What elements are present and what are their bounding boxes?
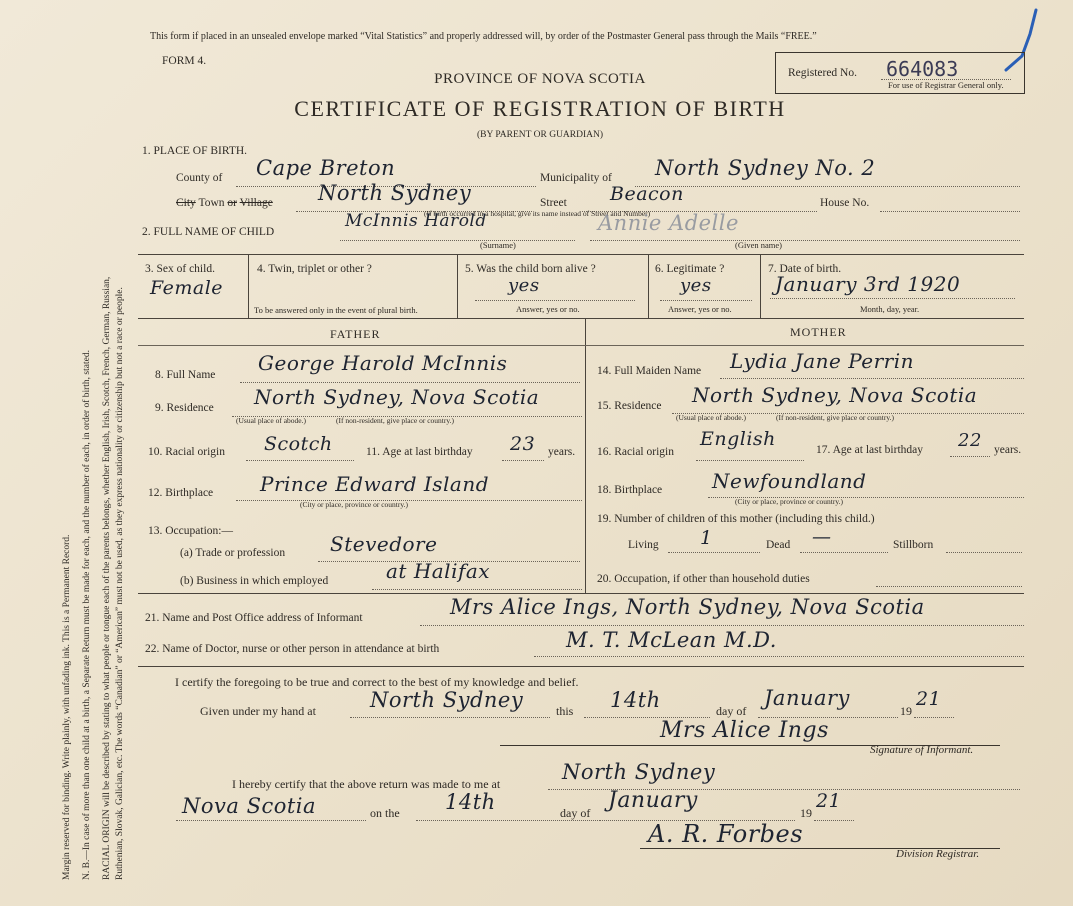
mother-birth: Newfoundland (712, 469, 867, 493)
year-prefix: 19 (900, 704, 912, 718)
informant-signature: Mrs Alice Ings (660, 718, 829, 743)
province-heading: PROVINCE OF NOVA SCOTIA (434, 71, 646, 87)
date-label: 7. Date of birth. (768, 263, 842, 275)
doctor-label: 22. Name of Doctor, nurse or other person in attendance at birth (145, 643, 440, 655)
father-race-label: 10. Racial origin (148, 446, 225, 458)
street-label: Street (540, 197, 567, 209)
father-occ-label: 13. Occupation:— (148, 525, 233, 537)
father-name-label: 8. Full Name (155, 369, 216, 381)
father-biz-label: (b) Business in which employed (180, 575, 329, 587)
town-label: Town (198, 197, 225, 209)
registrar-day: 14th (445, 790, 496, 814)
given-place: North Sydney (370, 688, 524, 712)
registered-box (775, 52, 1025, 94)
date-value: January 3rd 1920 (775, 272, 961, 296)
city-label: City (176, 197, 196, 209)
legit-label: 6. Legitimate ? (655, 263, 725, 275)
doctor-value: M. T. McLean M.D. (566, 628, 777, 652)
father-birth-note: (City or place, province or country.) (300, 500, 409, 509)
legit-value: yes (680, 275, 712, 296)
sex-value: Female (150, 277, 224, 299)
village-label: Village (239, 197, 273, 209)
town-value: North Sydney (318, 181, 472, 205)
mother-name: Lydia Jane Perrin (730, 349, 915, 373)
given-day: 14th (610, 688, 661, 712)
father-age-label: 11. Age at last birthday (366, 446, 473, 458)
mother-children-label: 19. Number of children of this mother (including this child.) (597, 513, 875, 525)
registered-label: Registered No. (788, 67, 857, 79)
certificate-subtitle: (BY PARENT OR GUARDIAN) (476, 130, 604, 140)
father-name: George Harold McInnis (258, 351, 508, 375)
stillborn-label: Stillborn (893, 539, 934, 551)
father-res-label: 9. Residence (155, 402, 214, 414)
city-town-village (176, 197, 273, 209)
nb-note: N. B.—In case of more than one child at a birth, a Separate Return must be made for each, and the number of each, in order of birth, stated. (82, 350, 92, 880)
certify-text: I certify the foregoing to be true and correct to the best of my knowledge and belief. (175, 675, 579, 689)
living-label: Living (628, 539, 659, 551)
informant-label: 21. Name and Post Office address of Informant (145, 612, 363, 624)
given-caption: (Given name) (735, 240, 782, 250)
registrar-year-prefix: 19 (800, 806, 812, 820)
racial-origin-note-2: Ruthenian, Slovak, Galician, etc. The words “Canadian” or “American” must not be used, as they express nationality or citizenship but not a race or people. (115, 287, 125, 880)
informant-value: Mrs Alice Ings, North Sydney, Nova Scotia (450, 595, 925, 619)
father-birth: Prince Edward Island (260, 472, 490, 496)
dead-label: Dead (766, 539, 791, 551)
mother-res-label: 15. Residence (597, 400, 662, 412)
county-value: Cape Breton (256, 156, 396, 180)
registered-sublabel: For use of Registrar General only. (888, 80, 1004, 90)
given-label: Given under my hand at (200, 704, 316, 718)
alive-label: 5. Was the child born alive ? (465, 263, 596, 275)
mother-res-note2: (If non-resident, give place or country.) (776, 413, 895, 422)
registrar-month: January (608, 788, 698, 813)
dead-value: — (812, 526, 832, 548)
father-trade-label: (a) Trade or profession (180, 547, 286, 559)
father-age-unit: years. (548, 446, 576, 458)
registrar-year: 21 (816, 790, 842, 812)
municipality-value: North Sydney No. 2 (655, 156, 876, 180)
form-number: FORM 4. (162, 55, 207, 67)
child-name-label: 2. FULL NAME OF CHILD (142, 226, 275, 238)
living-value: 1 (700, 527, 713, 549)
mother-heading: MOTHER (790, 325, 847, 339)
given-month: January (764, 686, 850, 710)
surname-caption: (Surname) (480, 240, 516, 250)
hospital-note: (If birth occurred in a hospital, give its name instead of Street and Number) (424, 209, 651, 218)
municipality-label: Municipality of (540, 172, 612, 184)
mother-occ-label: 20. Occupation, if other than household duties (597, 573, 810, 585)
registrar-dayof-label: day of (560, 806, 591, 820)
mother-name-label: 14. Full Maiden Name (597, 365, 702, 377)
twin-note: To be answered only in the event of plural birth. (254, 305, 418, 315)
margin-note: Margin reserved for binding. Write plainly, with unfading ink. This is a Permanent Record. (62, 534, 72, 880)
father-birth-label: 12. Birthplace (148, 487, 214, 499)
street-value: Beacon (610, 183, 684, 205)
father-res: North Sydney, Nova Scotia (254, 385, 540, 409)
dayof-label: day of (716, 704, 747, 718)
father-race: Scotch (264, 433, 333, 455)
father-heading: FATHER (330, 327, 381, 341)
informant-sig-caption: Signature of Informant. (870, 744, 974, 756)
father-trade: Stevedore (330, 532, 438, 556)
registrar-place: North Sydney (562, 760, 716, 784)
registrar-text: I hereby certify that the above return was made to me at (232, 777, 501, 791)
legit-note: Answer, yes or no. (668, 304, 732, 314)
registrar-signature: A. R. Forbes (648, 820, 804, 848)
twin-label: 4. Twin, triplet or other ? (257, 263, 372, 275)
place-heading: 1. PLACE OF BIRTH. (142, 145, 248, 157)
registrar-sig-caption: Division Registrar. (896, 848, 980, 860)
top-notice: This form if placed in an unsealed envelope marked “Vital Statistics” and properly addressed will, by order of the Postmaster General pass through the Mails “FREE.” (150, 31, 817, 42)
mother-age-label: 17. Age at last birthday (816, 444, 923, 456)
this-label: this (556, 704, 574, 718)
house-label: House No. (820, 197, 870, 209)
alive-note: Answer, yes or no. (516, 304, 580, 314)
child-given-name: Annie Adelle (598, 211, 739, 235)
mother-race: English (700, 428, 776, 450)
father-res-note2: (If non-resident, give place or country.) (336, 416, 455, 425)
racial-origin-note-1: RACIAL ORIGIN will be described by stating to what people or tongue each of the parents belongs, whether English, Irish, Scotch, French, German, Russian, (102, 276, 112, 880)
or-label: or (227, 197, 237, 209)
given-year: 21 (916, 688, 942, 710)
father-age: 23 (510, 433, 536, 455)
child-surname: McInnis Harold (345, 211, 487, 231)
certificate-title: CERTIFICATE OF REGISTRATION OF BIRTH (294, 96, 786, 121)
mother-birth-label: 18. Birthplace (597, 484, 663, 496)
registrar-place2: Nova Scotia (182, 794, 317, 818)
father-res-note: (Usual place of abode.) (236, 416, 306, 425)
date-note: Month, day, year. (860, 304, 920, 314)
sex-label: 3. Sex of child. (145, 263, 215, 275)
mother-birth-note: (City or place, province or country.) (735, 497, 844, 506)
mother-res-note: (Usual place of abode.) (676, 413, 746, 422)
on-label: on the (370, 806, 400, 820)
mother-res: North Sydney, Nova Scotia (692, 383, 978, 407)
registered-number: 664083 (886, 57, 959, 81)
father-biz: at Halifax (386, 559, 491, 583)
alive-value: yes (508, 275, 540, 296)
mother-age-unit: years. (994, 444, 1022, 456)
county-label: County of (176, 172, 223, 184)
mother-age: 22 (958, 430, 982, 451)
mother-race-label: 16. Racial origin (597, 446, 674, 458)
